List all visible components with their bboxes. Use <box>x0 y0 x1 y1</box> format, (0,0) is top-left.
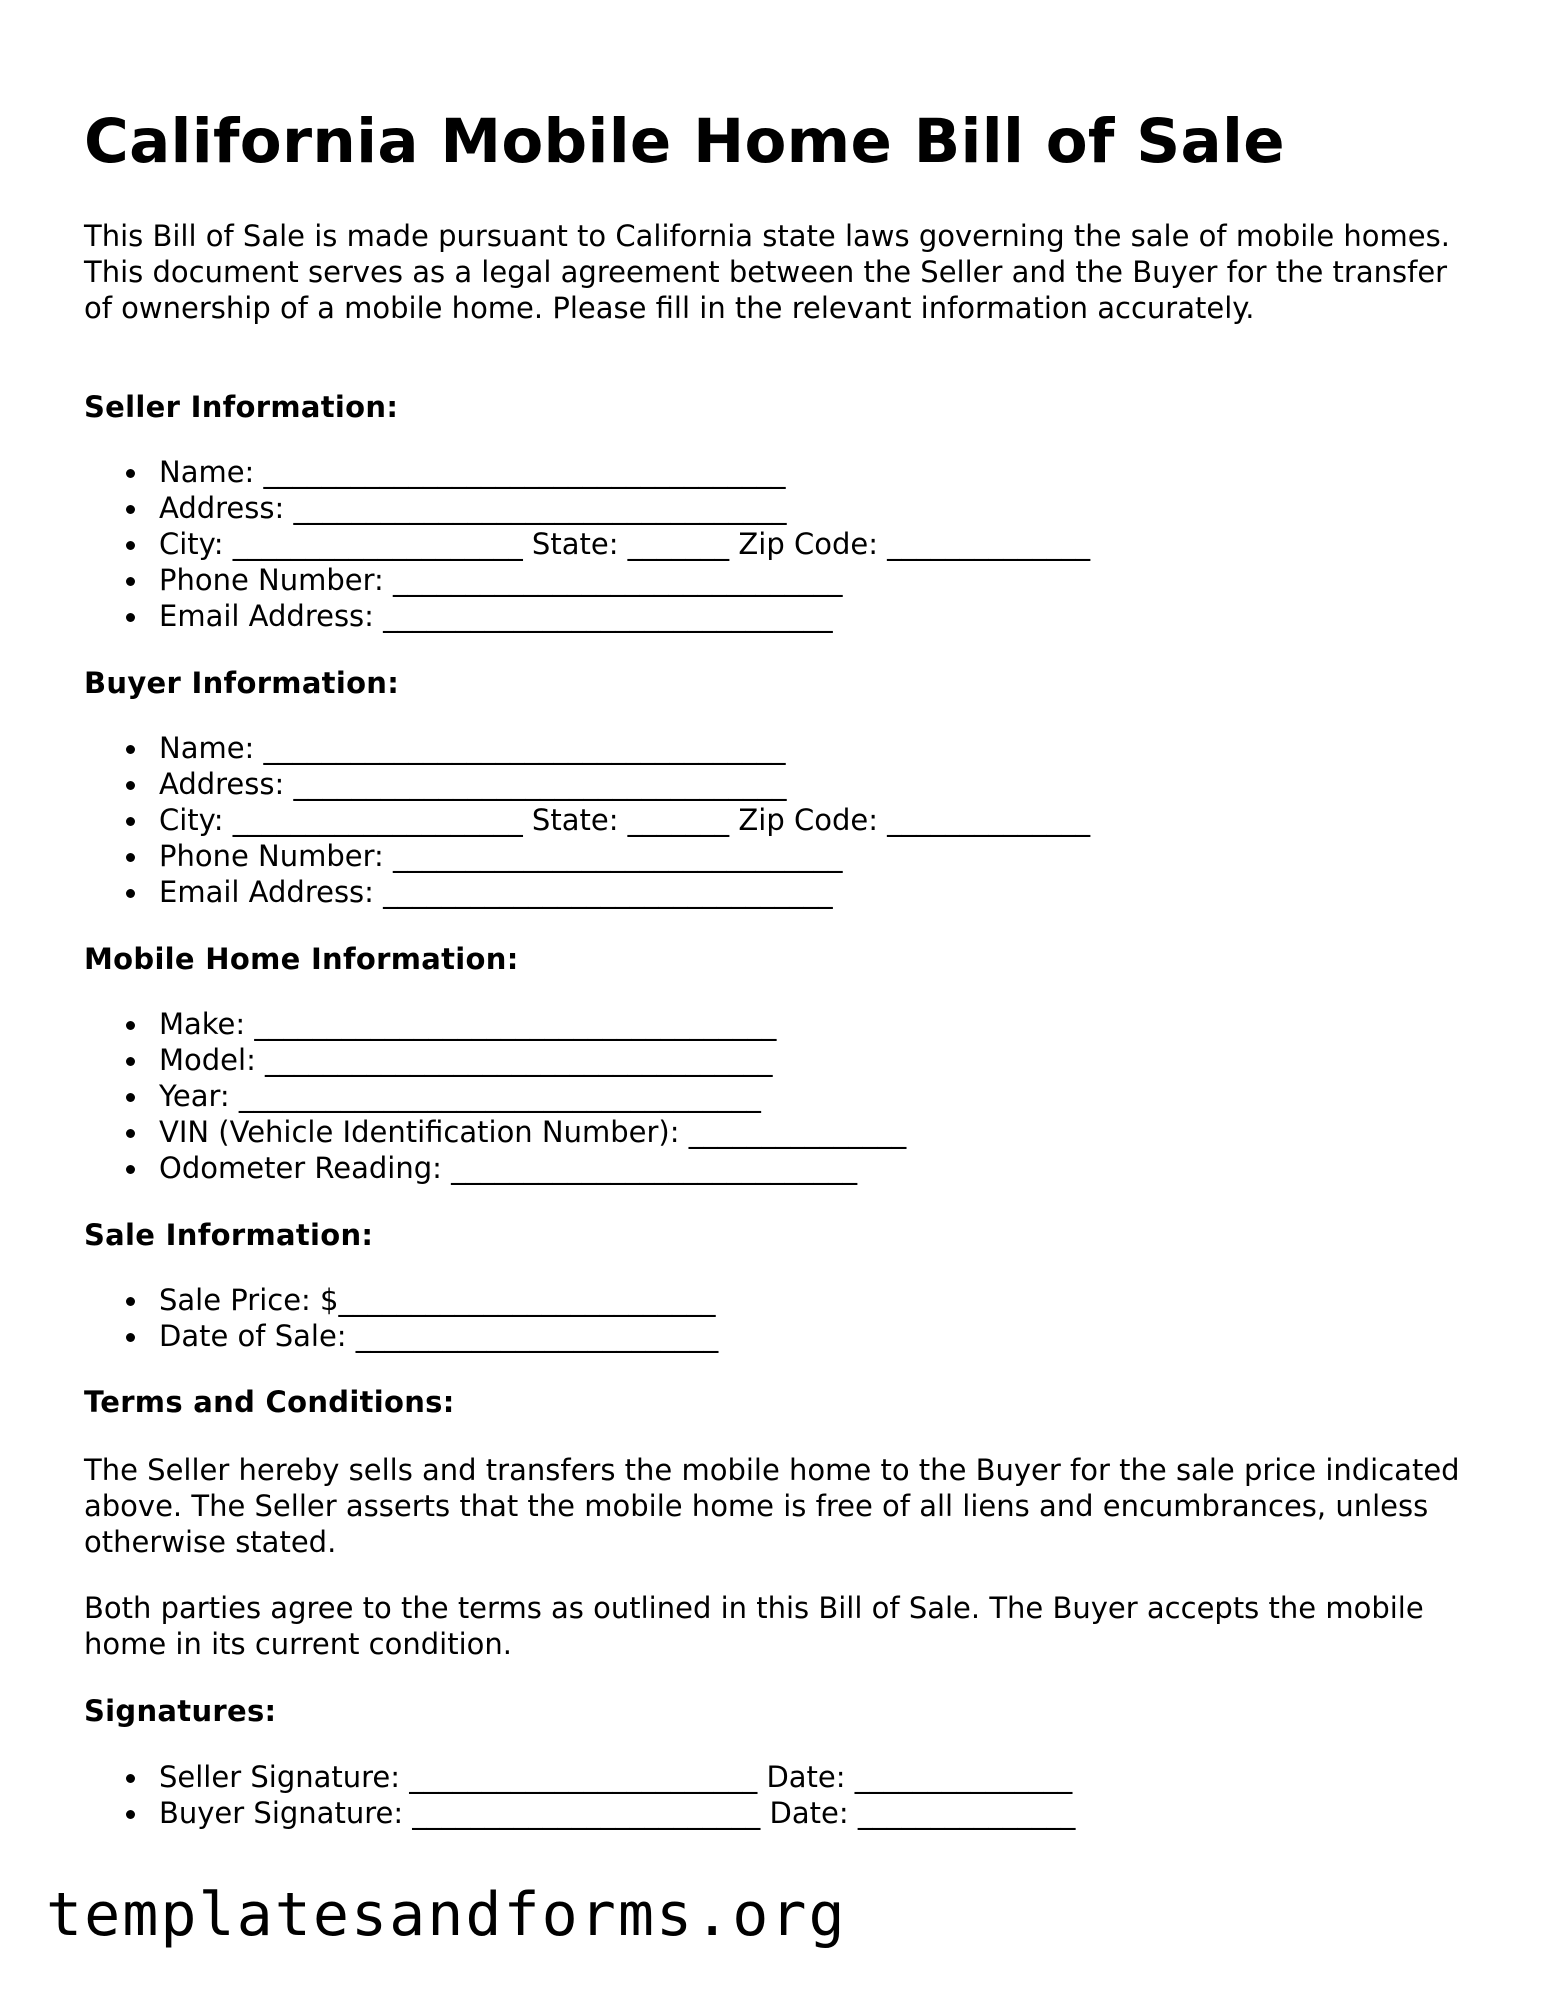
year-field[interactable]: Year: ____________________________________ <box>84 1078 906 1114</box>
seller-signature-field[interactable]: Seller Signature: ________________________ Date: _______________ <box>84 1759 1075 1795</box>
buyer-city-state-zip-field[interactable]: City: ____________________ State: _______ Zip Code: ______________ <box>84 802 1090 838</box>
seller-list <box>84 454 1090 634</box>
bullet-icon <box>126 541 135 550</box>
bullet-icon <box>126 1810 135 1819</box>
buyer-heading: Buyer Information: <box>84 666 400 700</box>
mobile-home-list <box>84 1006 906 1186</box>
intro-paragraph: This Bill of Sale is made pursuant to California state laws governing the sale of mobile homes. This document serves as a legal agreement between the Seller and the Buyer for the transfer of ownership of a mobile home. Please fill in the relevant information accurately. <box>84 219 1450 325</box>
buyer-name-field[interactable]: Name: ____________________________________ <box>84 730 1090 766</box>
model-field[interactable]: Model: ___________________________________ <box>84 1042 906 1078</box>
bullet-icon <box>126 1297 135 1306</box>
bullet-icon <box>126 889 135 898</box>
bullet-icon <box>126 1333 135 1342</box>
vin-field[interactable]: VIN (Vehicle Identification Number): _______________ <box>84 1114 906 1150</box>
terms-paragraph-2: Both parties agree to the terms as outlined in this Bill of Sale. The Buyer accepts the mobile home in its current condition. <box>84 1591 1424 1661</box>
seller-name-field[interactable]: Name: ____________________________________ <box>84 454 1090 490</box>
bullet-icon <box>126 1021 135 1030</box>
terms-paragraph-1: The Seller hereby sells and transfers the mobile home to the Buyer for the sale price indicated above. The Seller asserts that the mobile home is free of all liens and encumbrances, unless otherwise stated. <box>84 1453 1460 1559</box>
sale-date-field[interactable]: Date of Sale: _________________________ <box>84 1318 718 1354</box>
bullet-icon <box>126 781 135 790</box>
bullet-icon <box>126 1774 135 1783</box>
sale-list <box>84 1282 718 1354</box>
signatures-heading: Signatures: <box>84 1694 277 1728</box>
bullet-icon <box>126 1129 135 1138</box>
buyer-phone-field[interactable]: Phone Number: _______________________________ <box>84 838 1090 874</box>
bullet-icon <box>126 469 135 478</box>
bullet-icon <box>126 853 135 862</box>
bullet-icon <box>126 505 135 514</box>
bullet-icon <box>126 1057 135 1066</box>
seller-phone-field[interactable]: Phone Number: _______________________________ <box>84 562 1090 598</box>
terms-heading: Terms and Conditions: <box>84 1385 455 1419</box>
watermark: templatesandforms.org <box>46 1880 847 1950</box>
sale-price-field[interactable]: Sale Price: $__________________________ <box>84 1282 718 1318</box>
bullet-icon <box>126 817 135 826</box>
seller-city-state-zip-field[interactable]: City: ____________________ State: _______ Zip Code: ______________ <box>84 526 1090 562</box>
sale-heading: Sale Information: <box>84 1218 374 1252</box>
buyer-email-field[interactable]: Email Address: _______________________________ <box>84 874 1090 910</box>
buyer-list <box>84 730 1090 910</box>
bullet-icon <box>126 613 135 622</box>
document-title: California Mobile Home Bill of Sale <box>84 106 1285 177</box>
bullet-icon <box>126 745 135 754</box>
buyer-signature-field[interactable]: Buyer Signature: ________________________ Date: _______________ <box>84 1795 1075 1831</box>
bullet-icon <box>126 1165 135 1174</box>
seller-address-field[interactable]: Address: __________________________________ <box>84 490 1090 526</box>
mobile-home-heading: Mobile Home Information: <box>84 942 519 976</box>
odometer-field[interactable]: Odometer Reading: ____________________________ <box>84 1150 906 1186</box>
seller-heading: Seller Information: <box>84 390 399 424</box>
buyer-address-field[interactable]: Address: __________________________________ <box>84 766 1090 802</box>
seller-email-field[interactable]: Email Address: _______________________________ <box>84 598 1090 634</box>
bullet-icon <box>126 1093 135 1102</box>
bullet-icon <box>126 577 135 586</box>
signatures-list <box>84 1759 1075 1831</box>
make-field[interactable]: Make: ____________________________________ <box>84 1006 906 1042</box>
